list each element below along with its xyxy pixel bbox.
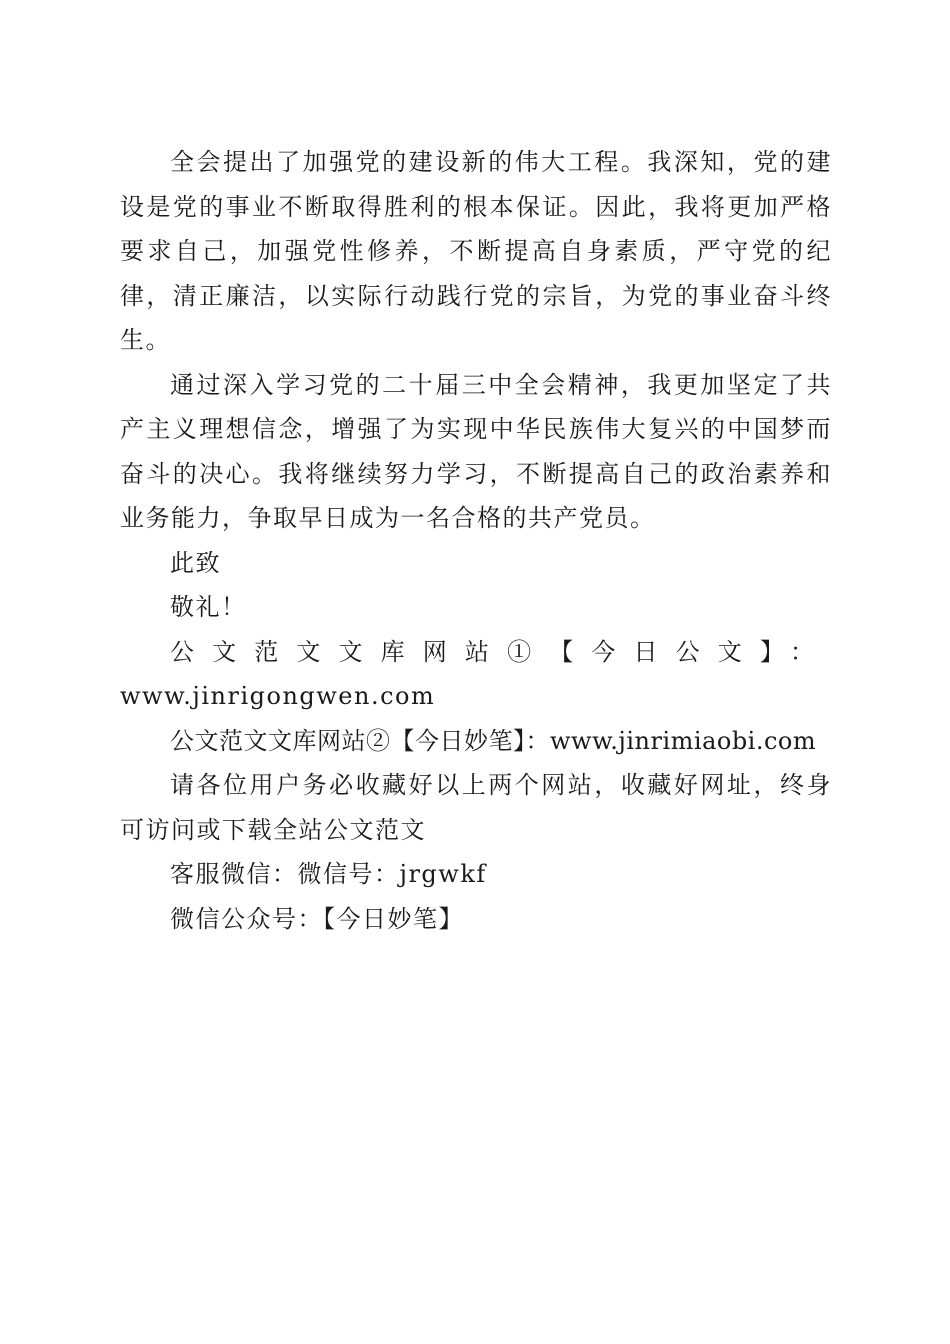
paragraph-study-summary: 通过深入学习党的二十届三中全会精神，我更加坚定了共产主义理想信念，增强了为实现中华民族伟大复兴的中国梦而奋斗的决心。我将继续努力学习，不断提高自己的政治素养和业务能力，争取早日成为一名合格的共产党员。 bbox=[120, 370, 832, 532]
paragraph-party-building: 全会提出了加强党的建设新的伟大工程。我深知，党的建设是党的事业不断取得胜利的根本保证。因此，我将更加严格要求自己，加强党性修养，不断提高自身素质，严守党的纪律，清正廉洁，以实际行动践行党的宗旨，为党的事业奋斗终生。 bbox=[120, 148, 832, 354]
site1-label: 公文范文文库网站①【今日公文】： bbox=[170, 637, 832, 666]
notice-text: 请各位用户务必收藏好以上两个网站，收藏好网址，终身可访问或下载全站公文范文 bbox=[120, 771, 832, 844]
closing-regards: 敬礼！ bbox=[170, 593, 247, 621]
closing-salutation: 此致 bbox=[170, 548, 221, 577]
site1-url: www.jinrigongwen.com bbox=[120, 682, 436, 710]
wechat-service: 客服微信：微信号：jrgwkf bbox=[170, 860, 487, 888]
document-body bbox=[120, 140, 832, 941]
wechat-public-account: 微信公众号：【今日妙笔】 bbox=[170, 904, 464, 933]
site2-line: 公文范文文库网站②【今日妙笔】：www.jinrimiaobi.com bbox=[170, 726, 817, 755]
